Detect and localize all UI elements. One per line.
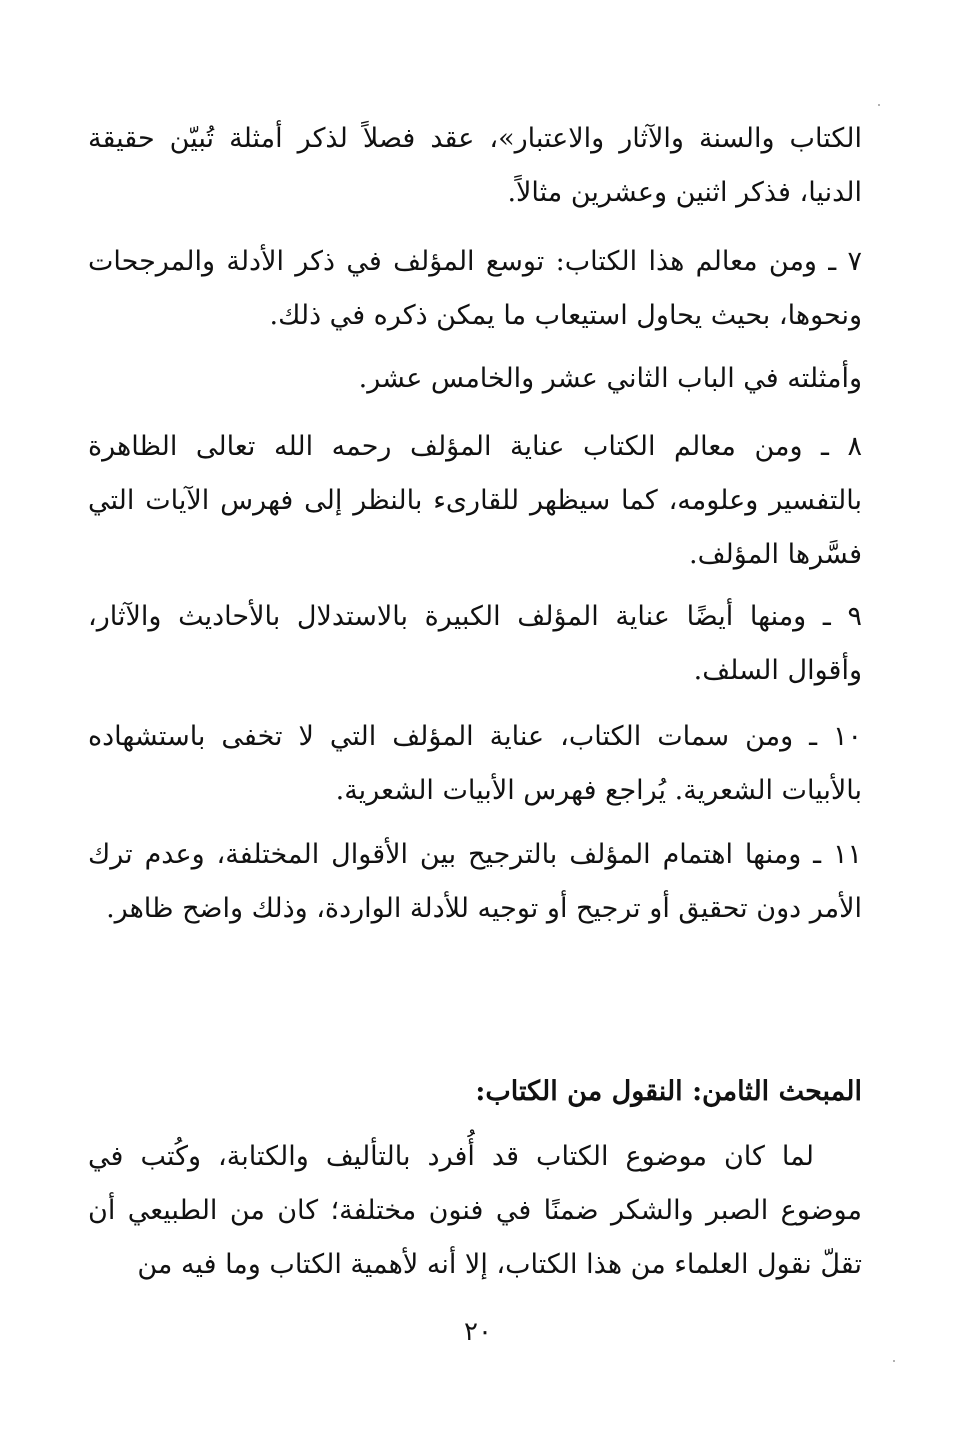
scan-speck <box>893 1360 895 1362</box>
paragraph-item-10: ١٠ ـ ومن سمات الكتاب، عناية المؤلف التي لا تخفى باستشهاده بالأبيات الشعرية. يُراجع فهرس الأبيات الشعرية. <box>88 721 862 806</box>
paragraph-item-11: ١١ ـ ومنها اهتمام المؤلف بالترجيح بين الأقوال المختلفة، وعدم ترك الأمر دون تحقيق أو ترجيح أو توجيه للأدلة الواردة، وذلك واضح ظاهر. <box>88 839 862 924</box>
page-number: ٢٠ <box>464 1317 492 1347</box>
paragraph-item-8: ٨ ـ ومن معالم الكتاب عناية المؤلف رحمه الله تعالى الظاهرة بالتفسير وعلومه، كما سيظهر للقارىء بالنظر إلى فهرس الآيات التي فسَّرها المؤلف. <box>88 431 862 570</box>
section-heading: المبحث الثامن: النقول من الكتاب: <box>475 1076 862 1107</box>
paragraph-dunya-examples: الكتاب والسنة والآثار والاعتبار»، عقد فصلاً لذكر أمثلة تُبيّن حقيقة الدنيا، فذكر اثنين وعشرين مثالاً. <box>88 123 862 208</box>
paragraph-examples-chapters: وأمثلته في الباب الثاني عشر والخامس عشر. <box>358 363 862 394</box>
scan-speck <box>878 104 880 106</box>
paragraph-citations-intro: لما كان موضوع الكتاب قد أُفرد بالتأليف والكتابة، وكُتب في موضوع الصبر والشكر ضمنًا في فنون مختلفة؛ كان من الطبيعي أن تقلّ نقول العلماء من هذا الكتاب، إلا أنه لأهمية الكتاب وما فيه من <box>88 1141 862 1280</box>
paragraph-item-9: ٩ ـ ومنها أيضًا عناية المؤلف الكبيرة بالاستدلال بالأحاديث والآثار، وأقوال السلف. <box>88 601 862 686</box>
paragraph-item-7: ٧ ـ ومن معالم هذا الكتاب: توسع المؤلف في ذكر الأدلة والمرجحات ونحوها، بحيث يحاول استيعاب ما يمكن ذكره في ذلك. <box>88 246 862 331</box>
